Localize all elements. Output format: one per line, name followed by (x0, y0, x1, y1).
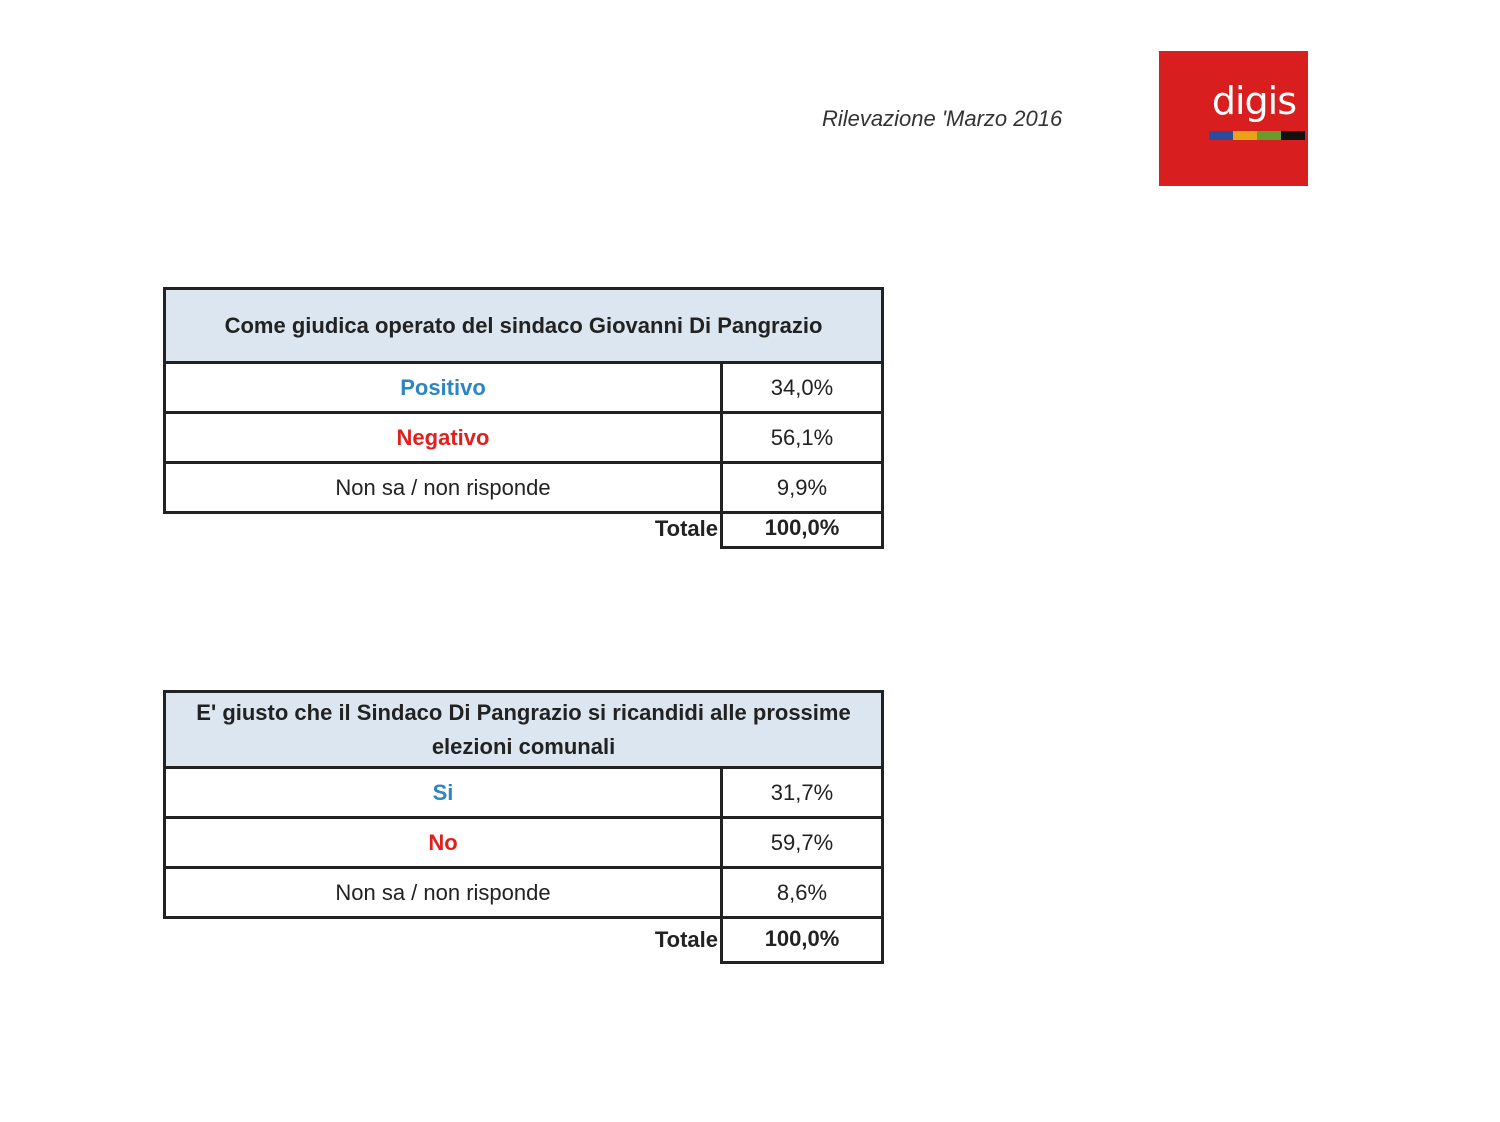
table-title: Come giudica operato del sindaco Giovanni Di Pangrazio (163, 287, 884, 364)
row-value: 9,9% (776, 474, 828, 500)
table-row (163, 769, 884, 819)
total-row (163, 509, 884, 549)
row-label-yes: Si (166, 769, 723, 816)
logo-stripe-green (1257, 131, 1281, 140)
table-row (163, 464, 884, 514)
logo-text: digis (1211, 79, 1296, 123)
total-label: Totale (654, 516, 718, 541)
row-value: 59,7% (770, 829, 834, 855)
logo-stripe-blue (1209, 131, 1233, 140)
table-row (163, 869, 884, 919)
row-value: 31,7% (770, 779, 834, 805)
row-label-positive: Positivo (166, 364, 723, 411)
logo-stripe-yellow (1233, 131, 1257, 140)
digis-logo (1159, 51, 1308, 186)
table-mayor-rerun (163, 690, 884, 965)
row-value: 56,1% (770, 424, 834, 450)
total-label: Totale (654, 927, 718, 952)
table-mayor-judgement (163, 287, 884, 549)
row-label-no-answer: Non sa / non risponde (166, 869, 723, 916)
table-title: E' giusto che il Sindaco Di Pangrazio si ricandidi alle prossime elezioni comunali (163, 690, 884, 769)
logo-stripe-black (1281, 131, 1305, 140)
total-value: 100,0% (720, 509, 884, 549)
total-value: 100,0% (720, 916, 884, 964)
table-row (163, 414, 884, 464)
row-value: 34,0% (770, 374, 834, 400)
row-label-no-answer: Non sa / non risponde (166, 464, 723, 511)
row-label-no: No (166, 819, 723, 866)
survey-date: Rilevazione 'Marzo 2016 (822, 106, 1063, 131)
row-value: 8,6% (776, 879, 828, 905)
table-row (163, 364, 884, 414)
table-row (163, 819, 884, 869)
total-row (163, 916, 884, 964)
row-label-negative: Negativo (166, 414, 723, 461)
